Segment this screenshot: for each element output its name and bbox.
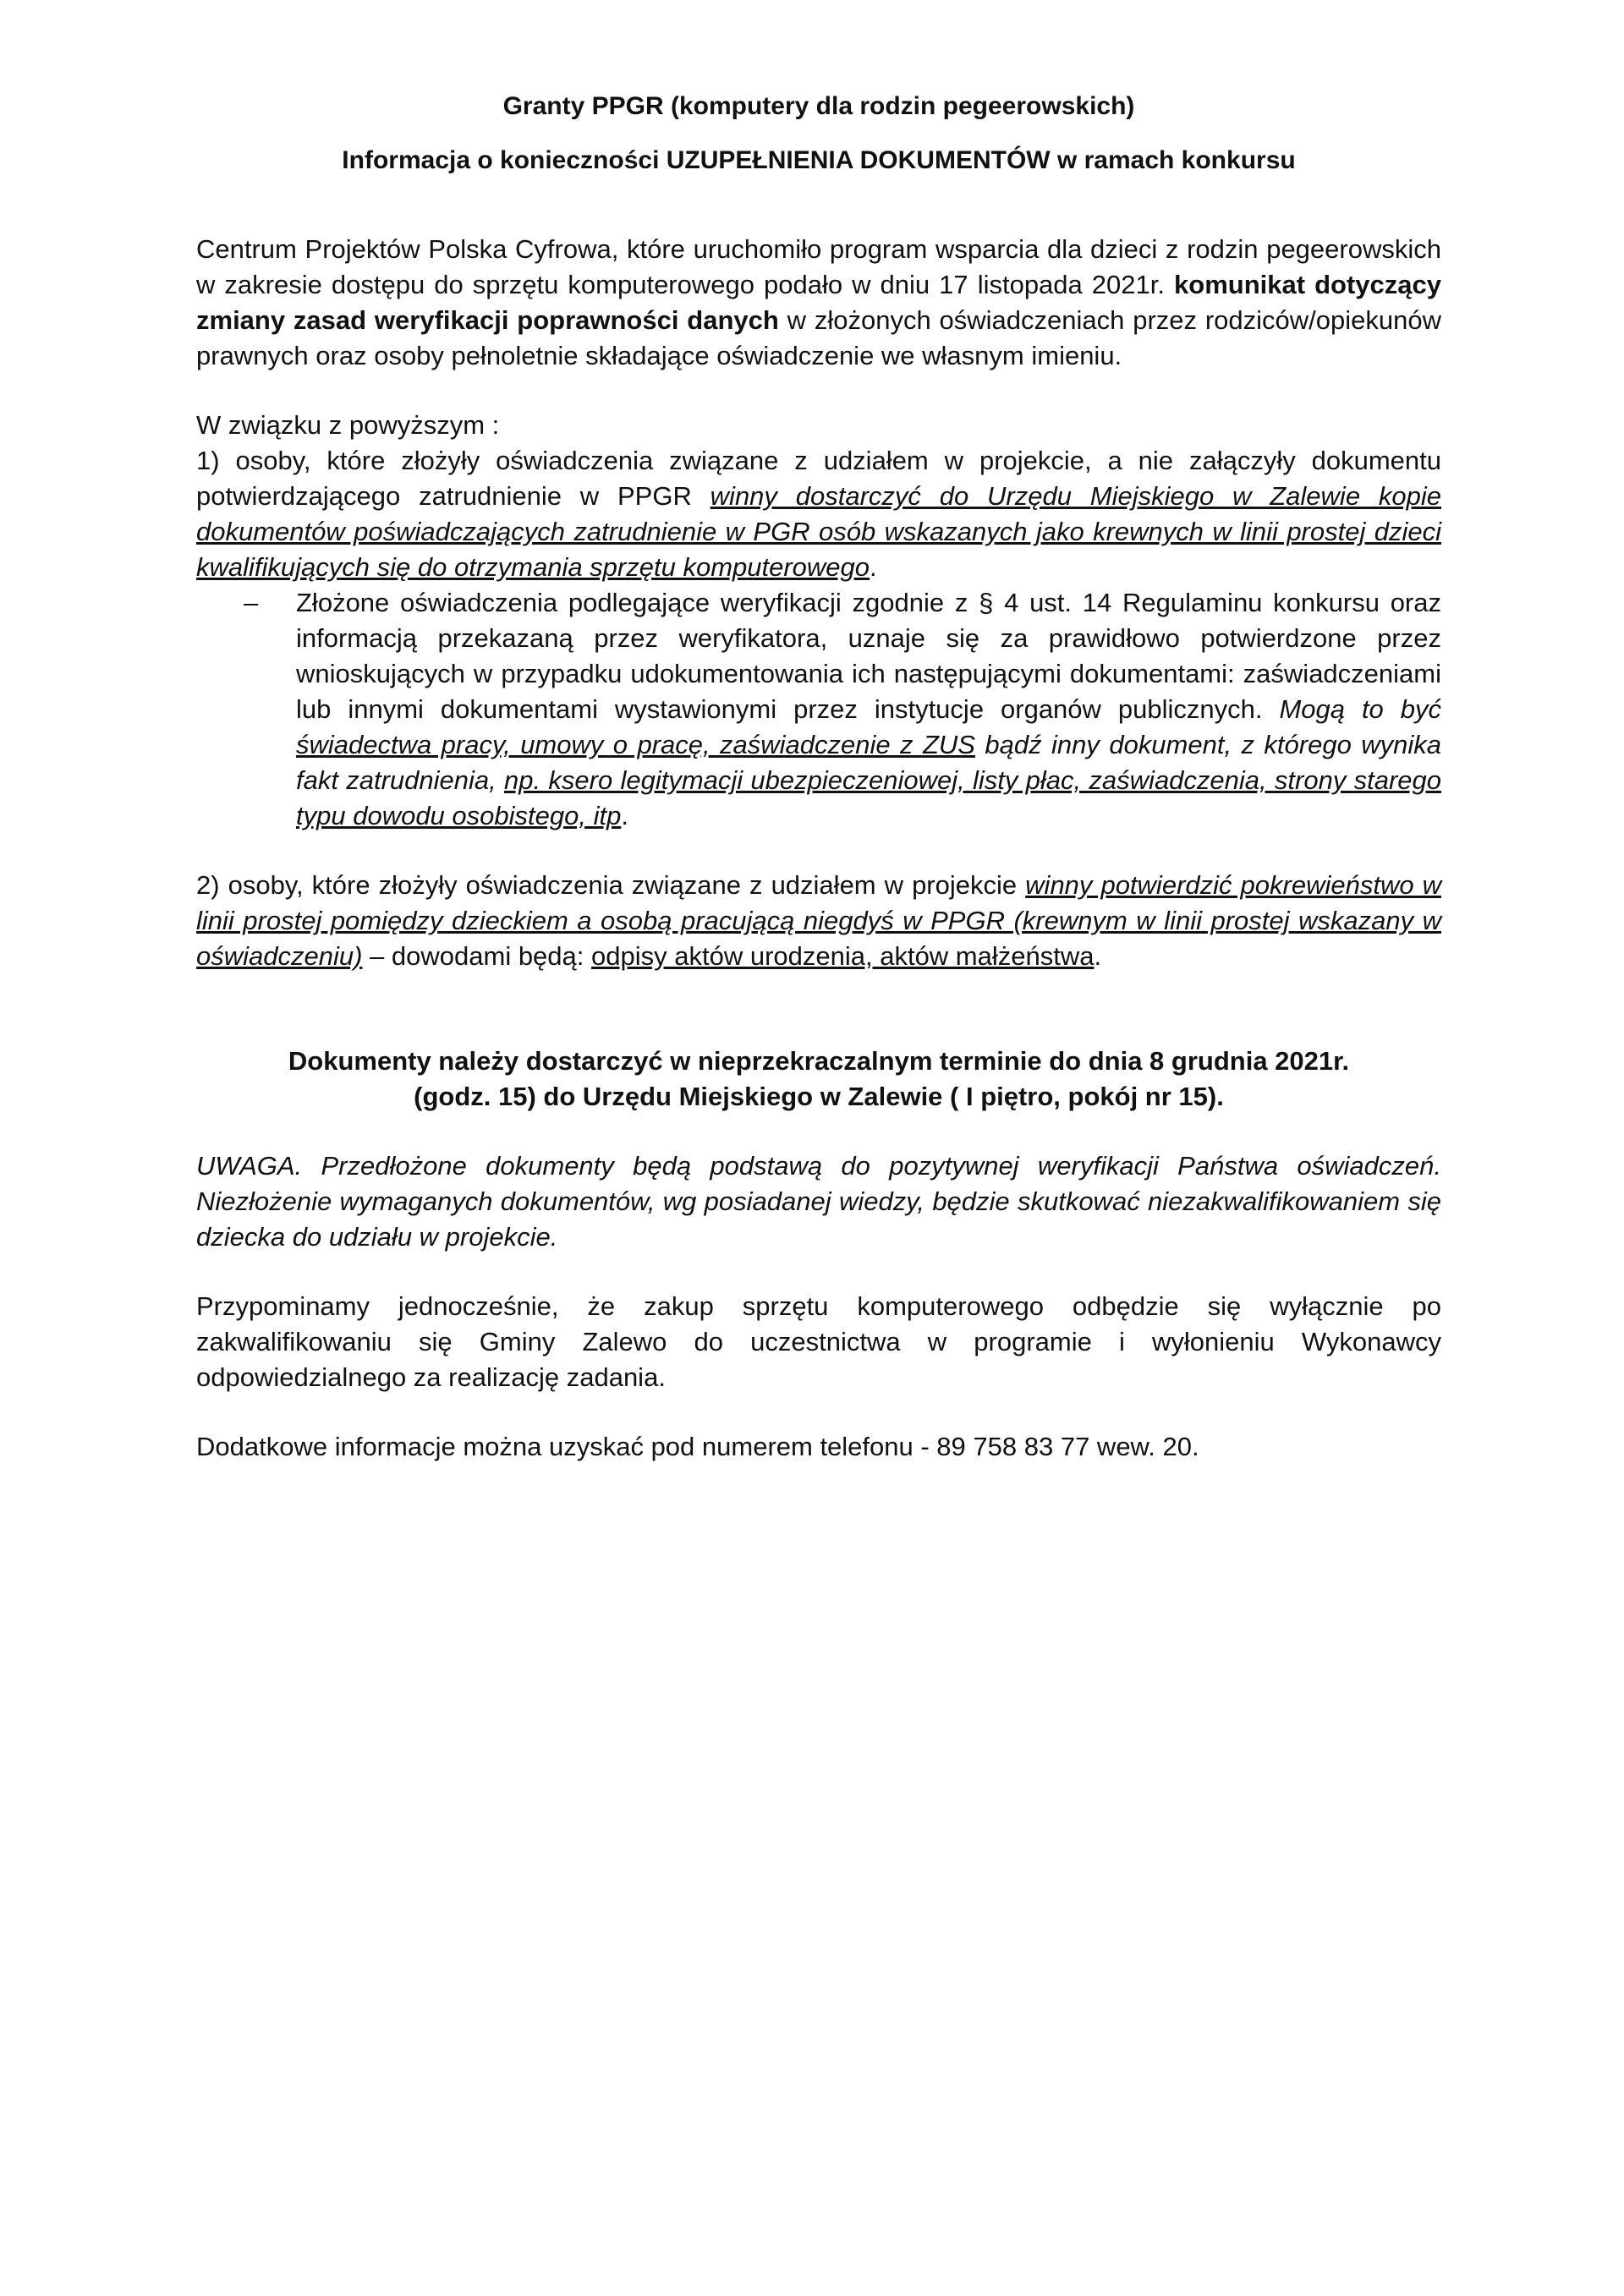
document-subtitle: Informacja o konieczności UZUPEŁNIENIA DOKUMENTÓW w ramach konkursu bbox=[342, 146, 1296, 174]
point-1-paragraph bbox=[196, 443, 1441, 585]
deadline-line-1: Dokumenty należy dostarczyć w nieprzekraczalnym terminie do dnia 8 grudnia 2021r. bbox=[288, 1046, 1350, 1076]
dash-item-italic-2: bądź inny dokument, z którego wynika fakt zatrudnienia, bbox=[296, 730, 1441, 795]
point-2-underlined-text-2: odpisy aktów urodzenia, aktów małżeństwa bbox=[591, 941, 1095, 971]
point-2-text: 2) osoby, które złożyły oświadczenia związane z udziałem w projekcie bbox=[196, 870, 1026, 900]
document-page bbox=[196, 88, 1441, 1465]
point-1-text: 1) osoby, które złożyły oświadczenia związane z udziałem w projekcie, a nie załączyły dokumentu potwierdzającego zatrudnienie w PPGR bbox=[196, 446, 1441, 511]
point-2-paragraph bbox=[196, 868, 1441, 974]
point-2-underlined-text: winny potwierdzić pokrewieństwo w linii prostej pomiędzy dzieckiem a osobą pracującą niegdyś w PPGR (krewnym w linii prostej wskazany w oświadczeniu) bbox=[196, 870, 1441, 971]
document-title: Granty PPGR (komputery dla rodzin pegeerowskich) bbox=[502, 92, 1135, 120]
intro-text-2: w złożonych oświadczeniach przez rodziców/opiekunów prawnych oraz osoby pełnoletnie składające oświadczenie we własnym imieniu. bbox=[196, 305, 1441, 370]
point-1-underlined-text: winny dostarczyć do Urzędu Miejskiego w Zalewie kopie dokumentów poświadczających zatrudnienie w PGR osób wskazanych jako krewnych w linii prostej dzieci kwalifikujących się do otrzymania sprzętu komputerowego bbox=[196, 481, 1441, 582]
uwaga-paragraph: UWAGA. Przedłożone dokumenty będą podstawą do pozytywnej weryfikacji Państwa oświadczeń. Niezłożenie wymaganych dokumentów, wg posiadanej wiedzy, będzie skutkować niezakwalifikowaniem się dziecka do udziału w projekcie. bbox=[196, 1151, 1441, 1252]
deadline-line-2: (godz. 15) do Urzędu Miejskiego w Zalewie ( I piętro, pokój nr 15). bbox=[414, 1082, 1224, 1111]
point-1-end: . bbox=[870, 552, 877, 582]
dash-item-italic-1: Mogą to być bbox=[1279, 694, 1441, 724]
dash-list-item bbox=[196, 585, 1441, 834]
point-2-end: . bbox=[1094, 941, 1102, 971]
dash-item-underlined-1: świadectwa pracy, umowy o pracę, zaświadczenie z ZUS bbox=[296, 730, 975, 759]
intro-text-1: Centrum Projektów Polska Cyfrowa, które uruchomiło program wsparcia dla dzieci z rodzin pegeerowskich w zakresie dostępu do sprzętu komputerowego podało w dniu 17 listopada 2021r. bbox=[196, 234, 1441, 299]
dash-item-underlined-2: np. ksero legitymacji ubezpieczeniowej, listy płac, zaświadczenia, strony starego typu dowodu osobistego, itp bbox=[296, 765, 1441, 830]
dash-item-end: . bbox=[621, 801, 628, 830]
contact-paragraph: Dodatkowe informacje można uzyskać pod numerem telefonu - 89 758 83 77 wew. 20. bbox=[196, 1432, 1199, 1461]
intro-paragraph bbox=[196, 232, 1441, 374]
dash-bullet: – bbox=[244, 588, 259, 617]
section-lead: W związku z powyższym : bbox=[196, 410, 500, 440]
point-2-text-2: – dowodami będą: bbox=[362, 941, 592, 971]
intro-bold-text: komunikat dotyczący zmiany zasad weryfikacji poprawności danych bbox=[196, 270, 1441, 335]
reminder-paragraph: Przypominamy jednocześnie, że zakup sprzętu komputerowego odbędzie się wyłącznie po zakwalifikowaniu się Gminy Zalewo do uczestnictwa w programie i wyłonieniu Wykonawcy odpowiedzialnego za realizację zadania. bbox=[196, 1291, 1441, 1392]
dash-item-text: Złożone oświadczenia podlegające weryfikacji zgodnie z § 4 ust. 14 Regulaminu konkursu oraz informacją przekazaną przez weryfikatora, uznaje się za prawidłowo potwierdzone przez wnioskujących w przypadku udokumentowania ich następującymi dokumentami: zaświadczeniami lub innymi dokumentami wystawionymi przez instytucje organów publicznych. bbox=[296, 588, 1441, 724]
deadline-notice bbox=[196, 1044, 1441, 1115]
